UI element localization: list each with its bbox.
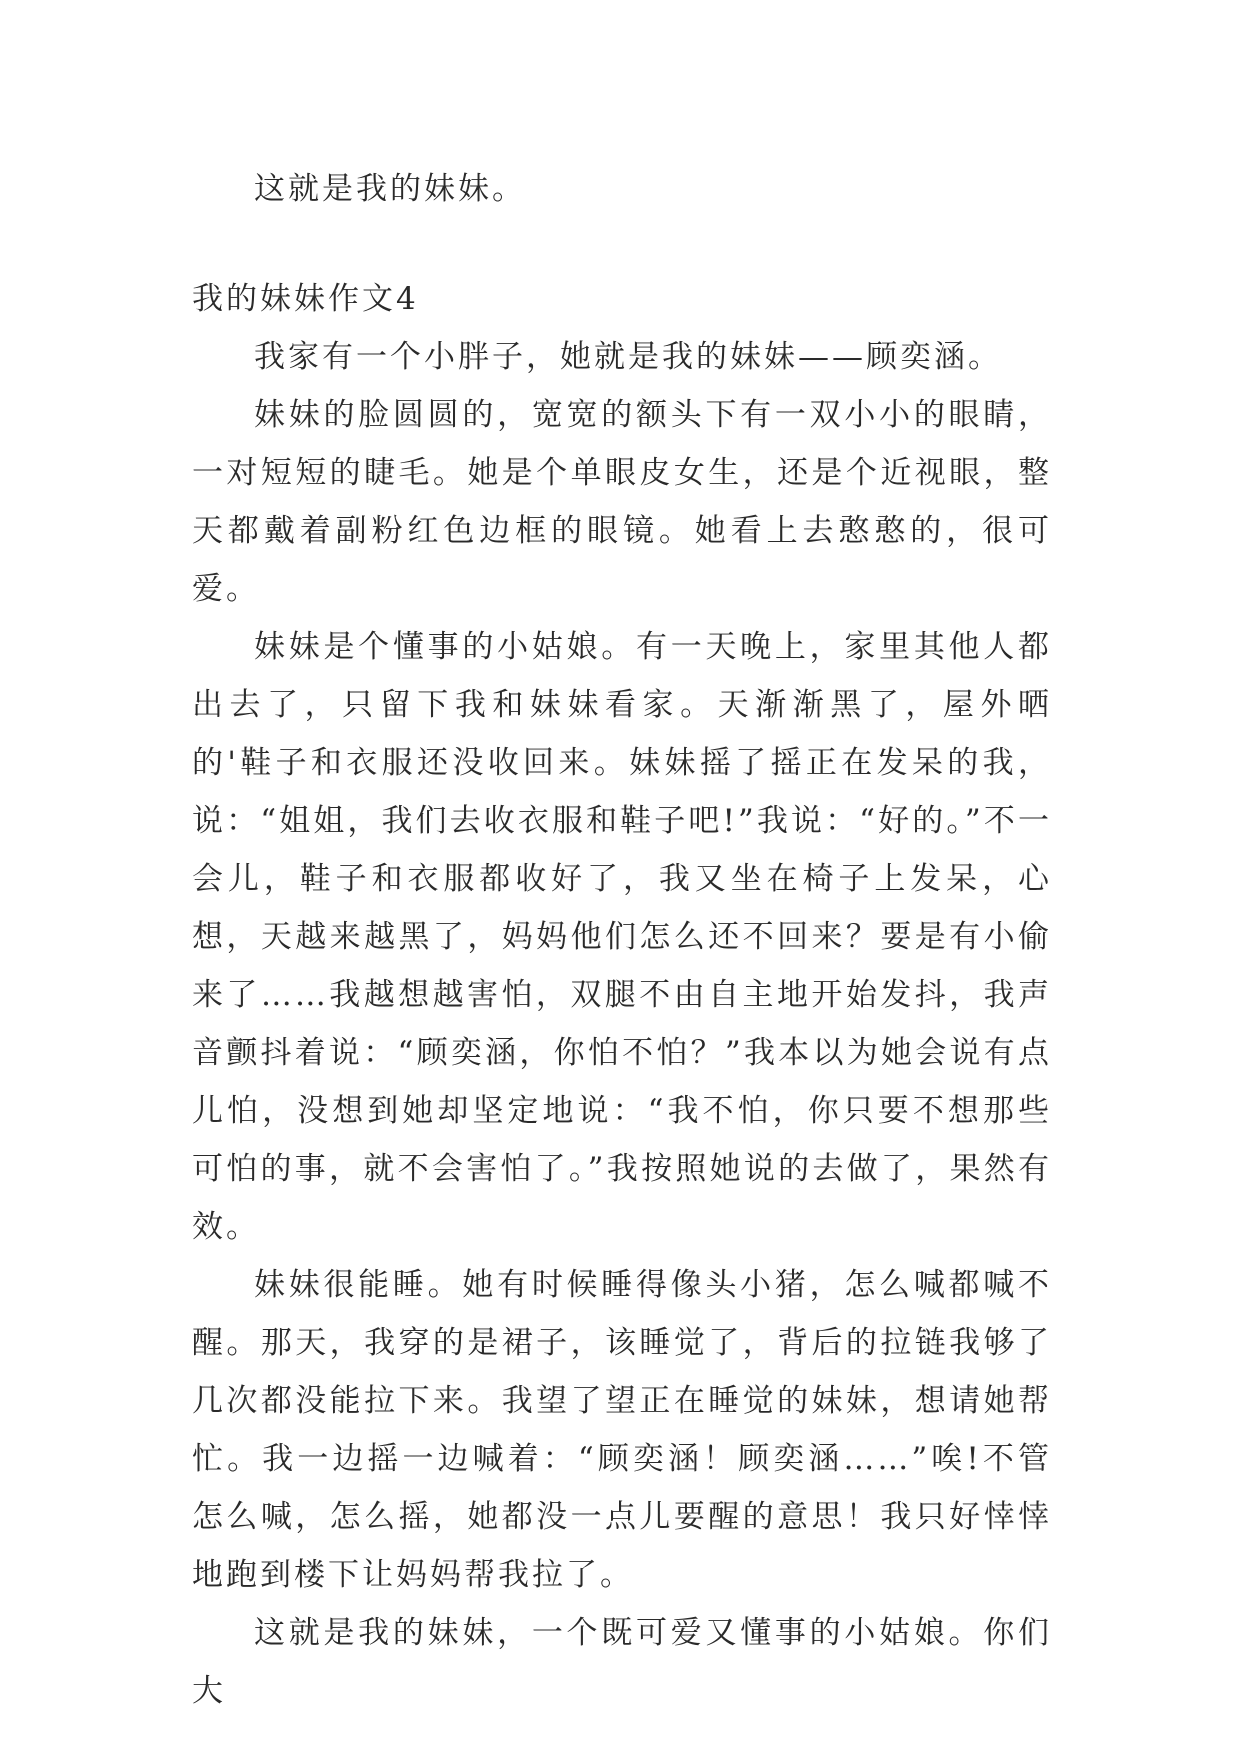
essay-title: 我的妹妹作文4 [192,281,419,317]
essay-body [192,270,1052,1720]
essay-paragraph-5: 这就是我的妹妹，一个既可爱又懂事的小姑娘。你们大 [192,1615,1052,1709]
previous-essay-ending [192,160,1052,218]
essay-paragraph-1: 我家有一个小胖子，她就是我的妹妹——顾奕涵。 [254,339,1002,375]
essay-paragraph-2: 妹妹的脸圆圆的，宽宽的额头下有一双小小的眼睛，一对短短的睫毛。她是个单眼皮女生，还是个近视眼，整天都戴着副粉红色边框的眼镜。她看上去憨憨的，很可爱。 [192,397,1052,607]
essay-paragraph-4: 妹妹很能睡。她有时候睡得像头小猪，怎么喊都喊不醒。那天，我穿的是裙子，该睡觉了，背后的拉链我够了几次都没能拉下来。我望了望正在睡觉的妹妹，想请她帮忙。我一边摇一边喊着：“顾奕涵！顾奕涵……”唉!不管怎么喊，怎么摇，她都没一点儿要醒的意思！我只好悻悻地跑到楼下让妈妈帮我拉了。 [192,1267,1052,1593]
closing-paragraph: 这就是我的妹妹。 [254,171,526,207]
essay-paragraph-3: 妹妹是个懂事的小姑娘。有一天晚上，家里其他人都出去了，只留下我和妹妹看家。天渐渐黑了，屋外晒的'鞋子和衣服还没收回来。妹妹摇了摇正在发呆的我，说：“姐姐，我们去收衣服和鞋子吧!”我说：“好的。”不一会儿，鞋子和衣服都收好了，我又坐在椅子上发呆，心想，天越来越黑了，妈妈他们怎么还不回来？要是有小偷来了……我越想越害怕，双腿不由自主地开始发抖，我声音颤抖着说：“顾奕涵，你怕不怕？”我本以为她会说有点儿怕，没想到她却坚定地说：“我不怕，你只要不想那些可怕的事，就不会害怕了。”我按照她说的去做了，果然有效。 [192,629,1052,1245]
